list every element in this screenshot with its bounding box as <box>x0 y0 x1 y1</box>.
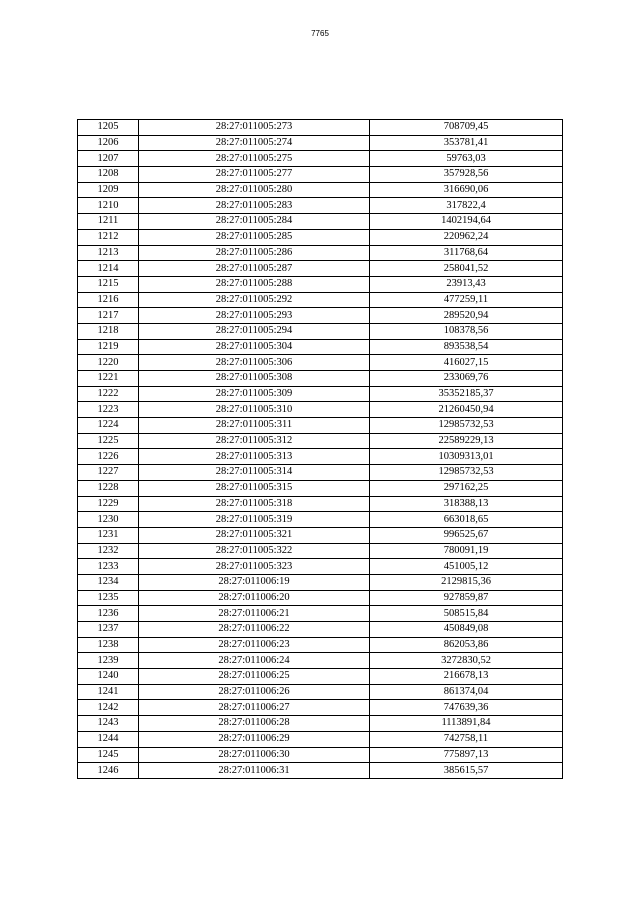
cadastral-number-cell: 28:27:011005:309 <box>139 386 370 402</box>
cadastral-number-cell: 28:27:011005:306 <box>139 355 370 371</box>
cadastral-value-cell: 311768,64 <box>370 245 563 261</box>
table-row <box>78 371 563 387</box>
cadastral-number-cell: 28:27:011006:23 <box>139 637 370 653</box>
cadastral-number-cell: 28:27:011006:31 <box>139 763 370 779</box>
cadastral-value-cell: 508515,84 <box>370 606 563 622</box>
cadastral-value-cell: 21260450,94 <box>370 402 563 418</box>
cadastral-number-cell: 28:27:011005:310 <box>139 402 370 418</box>
row-number-cell: 1221 <box>78 371 139 387</box>
cadastral-value-cell: 450849,08 <box>370 622 563 638</box>
table-row <box>78 574 563 590</box>
row-number-cell: 1224 <box>78 418 139 434</box>
row-number-cell: 1217 <box>78 308 139 324</box>
cadastral-number-cell: 28:27:011005:274 <box>139 135 370 151</box>
cadastral-value-cell: 477259,11 <box>370 292 563 308</box>
cadastral-number-cell: 28:27:011006:26 <box>139 684 370 700</box>
row-number-cell: 1236 <box>78 606 139 622</box>
row-number-cell: 1244 <box>78 731 139 747</box>
cadastral-number-cell: 28:27:011005:277 <box>139 167 370 183</box>
table-row <box>78 449 563 465</box>
table-row <box>78 480 563 496</box>
row-number-cell: 1213 <box>78 245 139 261</box>
row-number-cell: 1234 <box>78 574 139 590</box>
table-row <box>78 167 563 183</box>
row-number-cell: 1239 <box>78 653 139 669</box>
row-number-cell: 1228 <box>78 480 139 496</box>
row-number-cell: 1238 <box>78 637 139 653</box>
table-row <box>78 308 563 324</box>
cadastral-value-cell: 316690,06 <box>370 182 563 198</box>
table-row <box>78 386 563 402</box>
cadastral-value-cell: 297162,25 <box>370 480 563 496</box>
cadastral-number-cell: 28:27:011006:21 <box>139 606 370 622</box>
cadastral-number-cell: 28:27:011006:22 <box>139 622 370 638</box>
cadastral-number-cell: 28:27:011005:321 <box>139 527 370 543</box>
table-row <box>78 120 563 136</box>
cadastral-number-cell: 28:27:011006:28 <box>139 716 370 732</box>
table-row <box>78 339 563 355</box>
row-number-cell: 1208 <box>78 167 139 183</box>
table-row <box>78 653 563 669</box>
table-row <box>78 182 563 198</box>
cadastral-number-cell: 28:27:011006:27 <box>139 700 370 716</box>
table-row <box>78 292 563 308</box>
table-row <box>78 747 563 763</box>
cadastral-value-cell: 59763,03 <box>370 151 563 167</box>
cadastral-value-cell: 12985732,53 <box>370 418 563 434</box>
table-row <box>78 276 563 292</box>
cadastral-value-cell: 216678,13 <box>370 669 563 685</box>
table-row <box>78 684 563 700</box>
cadastral-value-cell: 663018,65 <box>370 512 563 528</box>
row-number-cell: 1222 <box>78 386 139 402</box>
row-number-cell: 1240 <box>78 669 139 685</box>
cadastral-number-cell: 28:27:011005:283 <box>139 198 370 214</box>
row-number-cell: 1205 <box>78 120 139 136</box>
cadastral-value-cell: 708709,45 <box>370 120 563 136</box>
cadastral-value-cell: 775897,13 <box>370 747 563 763</box>
row-number-cell: 1245 <box>78 747 139 763</box>
table-row <box>78 590 563 606</box>
row-number-cell: 1230 <box>78 512 139 528</box>
cadastral-value-cell: 385615,57 <box>370 763 563 779</box>
cadastral-number-cell: 28:27:011006:19 <box>139 574 370 590</box>
cadastral-value-cell: 1113891,84 <box>370 716 563 732</box>
table-row <box>78 512 563 528</box>
table-row <box>78 402 563 418</box>
cadastral-number-cell: 28:27:011005:280 <box>139 182 370 198</box>
row-number-cell: 1212 <box>78 229 139 245</box>
cadastral-number-cell: 28:27:011005:275 <box>139 151 370 167</box>
cadastral-value-cell: 289520,94 <box>370 308 563 324</box>
table-row <box>78 135 563 151</box>
row-number-cell: 1237 <box>78 622 139 638</box>
row-number-cell: 1211 <box>78 214 139 230</box>
row-number-cell: 1218 <box>78 323 139 339</box>
cadastral-value-cell: 996525,67 <box>370 527 563 543</box>
row-number-cell: 1233 <box>78 559 139 575</box>
cadastral-value-cell: 451005,12 <box>370 559 563 575</box>
page-number: 7765 <box>311 29 329 38</box>
cadastral-number-cell: 28:27:011005:308 <box>139 371 370 387</box>
table-row <box>78 261 563 277</box>
cadastral-number-cell: 28:27:011005:287 <box>139 261 370 277</box>
row-number-cell: 1232 <box>78 543 139 559</box>
cadastral-number-cell: 28:27:011006:30 <box>139 747 370 763</box>
cadastral-number-cell: 28:27:011005:304 <box>139 339 370 355</box>
table-row <box>78 245 563 261</box>
cadastral-value-cell: 861374,04 <box>370 684 563 700</box>
cadastral-value-table <box>77 119 563 779</box>
cadastral-value-cell: 862053,86 <box>370 637 563 653</box>
cadastral-value-cell: 3272830,52 <box>370 653 563 669</box>
cadastral-number-cell: 28:27:011005:319 <box>139 512 370 528</box>
table-row <box>78 763 563 779</box>
cadastral-number-cell: 28:27:011005:292 <box>139 292 370 308</box>
row-number-cell: 1229 <box>78 496 139 512</box>
cadastral-value-cell: 317822,4 <box>370 198 563 214</box>
table-row <box>78 323 563 339</box>
cadastral-number-cell: 28:27:011005:323 <box>139 559 370 575</box>
cadastral-value-cell: 780091,19 <box>370 543 563 559</box>
table-row <box>78 606 563 622</box>
table-row <box>78 229 563 245</box>
cadastral-value-cell: 742758,11 <box>370 731 563 747</box>
table-row <box>78 151 563 167</box>
table-row <box>78 716 563 732</box>
table-row <box>78 433 563 449</box>
cadastral-value-cell: 1402194,64 <box>370 214 563 230</box>
table-row <box>78 465 563 481</box>
cadastral-number-cell: 28:27:011005:284 <box>139 214 370 230</box>
cadastral-value-cell: 2129815,36 <box>370 574 563 590</box>
cadastral-value-cell: 10309313,01 <box>370 449 563 465</box>
table-row <box>78 355 563 371</box>
row-number-cell: 1226 <box>78 449 139 465</box>
cadastral-number-cell: 28:27:011006:29 <box>139 731 370 747</box>
table-row <box>78 622 563 638</box>
table-row <box>78 198 563 214</box>
table-row <box>78 731 563 747</box>
table-row <box>78 418 563 434</box>
row-number-cell: 1243 <box>78 716 139 732</box>
cadastral-value-cell: 353781,41 <box>370 135 563 151</box>
row-number-cell: 1220 <box>78 355 139 371</box>
cadastral-number-cell: 28:27:011005:293 <box>139 308 370 324</box>
cadastral-number-cell: 28:27:011005:311 <box>139 418 370 434</box>
cadastral-value-cell: 927859,87 <box>370 590 563 606</box>
cadastral-number-cell: 28:27:011005:286 <box>139 245 370 261</box>
row-number-cell: 1235 <box>78 590 139 606</box>
row-number-cell: 1227 <box>78 465 139 481</box>
cadastral-value-cell: 23913,43 <box>370 276 563 292</box>
row-number-cell: 1231 <box>78 527 139 543</box>
cadastral-number-cell: 28:27:011005:314 <box>139 465 370 481</box>
row-number-cell: 1210 <box>78 198 139 214</box>
cadastral-value-cell: 22589229,13 <box>370 433 563 449</box>
table-row <box>78 496 563 512</box>
row-number-cell: 1223 <box>78 402 139 418</box>
cadastral-number-cell: 28:27:011005:294 <box>139 323 370 339</box>
row-number-cell: 1207 <box>78 151 139 167</box>
row-number-cell: 1219 <box>78 339 139 355</box>
cadastral-value-cell: 35352185,37 <box>370 386 563 402</box>
row-number-cell: 1215 <box>78 276 139 292</box>
table-row <box>78 543 563 559</box>
table-row <box>78 669 563 685</box>
cadastral-number-cell: 28:27:011005:318 <box>139 496 370 512</box>
row-number-cell: 1209 <box>78 182 139 198</box>
cadastral-value-cell: 318388,13 <box>370 496 563 512</box>
cadastral-number-cell: 28:27:011006:24 <box>139 653 370 669</box>
table-row <box>78 527 563 543</box>
cadastral-value-cell: 108378,56 <box>370 323 563 339</box>
cadastral-value-cell: 233069,76 <box>370 371 563 387</box>
table-row <box>78 700 563 716</box>
cadastral-value-cell: 747639,36 <box>370 700 563 716</box>
cadastral-number-cell: 28:27:011005:285 <box>139 229 370 245</box>
table-row <box>78 559 563 575</box>
row-number-cell: 1225 <box>78 433 139 449</box>
table-row <box>78 637 563 653</box>
row-number-cell: 1214 <box>78 261 139 277</box>
table-body <box>78 120 563 779</box>
cadastral-number-cell: 28:27:011005:273 <box>139 120 370 136</box>
cadastral-number-cell: 28:27:011005:288 <box>139 276 370 292</box>
row-number-cell: 1216 <box>78 292 139 308</box>
cadastral-value-cell: 416027,15 <box>370 355 563 371</box>
cadastral-number-cell: 28:27:011006:25 <box>139 669 370 685</box>
cadastral-number-cell: 28:27:011005:313 <box>139 449 370 465</box>
row-number-cell: 1246 <box>78 763 139 779</box>
row-number-cell: 1242 <box>78 700 139 716</box>
cadastral-value-cell: 357928,56 <box>370 167 563 183</box>
cadastral-number-cell: 28:27:011006:20 <box>139 590 370 606</box>
row-number-cell: 1206 <box>78 135 139 151</box>
table-row <box>78 214 563 230</box>
cadastral-value-cell: 258041,52 <box>370 261 563 277</box>
cadastral-number-cell: 28:27:011005:315 <box>139 480 370 496</box>
cadastral-value-cell: 12985732,53 <box>370 465 563 481</box>
row-number-cell: 1241 <box>78 684 139 700</box>
cadastral-number-cell: 28:27:011005:312 <box>139 433 370 449</box>
cadastral-value-cell: 220962,24 <box>370 229 563 245</box>
cadastral-number-cell: 28:27:011005:322 <box>139 543 370 559</box>
cadastral-value-cell: 893538,54 <box>370 339 563 355</box>
